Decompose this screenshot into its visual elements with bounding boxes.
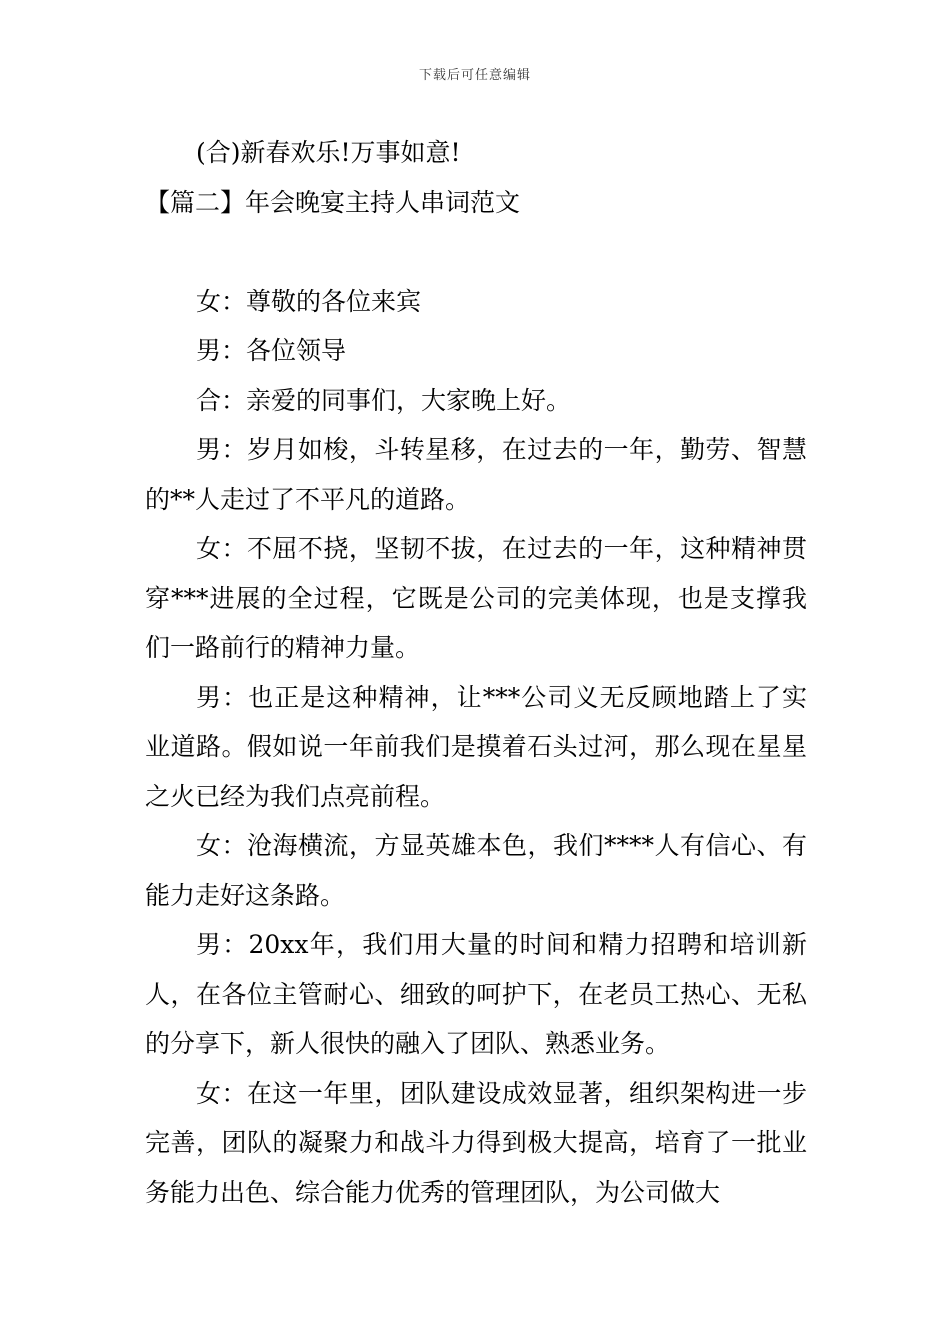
paragraph: 男：各位领导: [196, 336, 347, 365]
paragraph: 女：在这一年里，团队建设成效显著，组织架构进一步完善，团队的凝聚力和战斗力得到极大提高，培育了一批业务能力出色、综合能力优秀的管理团队，为公司做大: [145, 1078, 807, 1207]
paragraph: 合：亲爱的同事们，大家晚上好。: [196, 385, 572, 415]
paragraph: 女：沧海横流，方显英雄本色，我们****人有信心、有能力走好这条路。: [145, 831, 807, 910]
header-note: 下载后可任意编辑: [418, 68, 531, 83]
paragraph: 男：岁月如梭，斗转星移，在过去的一年，勤劳、智慧的**人走过了不平凡的道路。: [145, 435, 807, 514]
paragraph: 男：也正是这种精神，让***公司义无反顾地踏上了实业道路。假如说一年前我们是摸着石头过河，那么现在星星之火已经为我们点亮前程。: [145, 682, 807, 811]
paragraph: 女：尊敬的各位来宾: [196, 286, 422, 316]
opening-line: (合)新春欢乐!万事如意!: [196, 138, 461, 167]
document-body: [145, 128, 807, 1217]
section-title: 【篇二】年会晚宴主持人串词范文: [145, 187, 521, 217]
blank-line: [145, 227, 807, 277]
paragraph: 女：不屈不挠，坚韧不拔，在过去的一年，这种精神贯穿***进展的全过程，它既是公司的完美体现，也是支撑我们一路前行的精神力量。: [145, 534, 807, 662]
paragraph: 男：20xx年，我们用大量的时间和精力招聘和培训新人，在各位主管耐心、细致的呵护下，在老员工热心、无私的分享下，新人很快的融入了团队、熟悉业务。: [145, 930, 807, 1058]
